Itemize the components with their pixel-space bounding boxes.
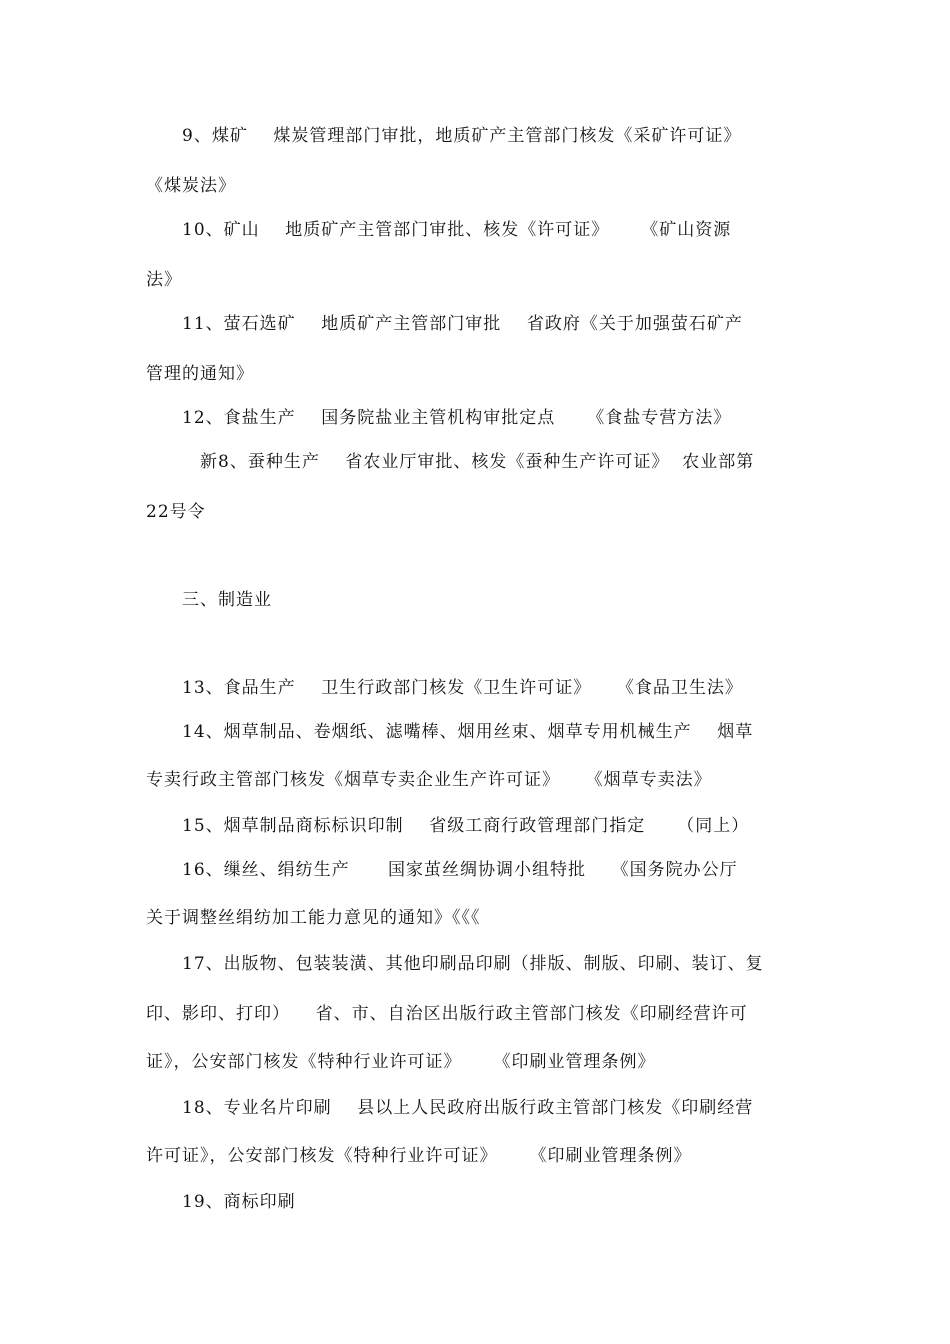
item-9-line-2: 《煤炭法》 bbox=[146, 176, 236, 196]
item-18-line-1: 18、专业名片印刷 县以上人民政府出版行政主管部门核发《印刷经营 bbox=[182, 1098, 754, 1118]
item-10-line-1: 10、矿山 地质矿产主管部门审批、核发《许可证》 《矿山资源 bbox=[182, 220, 732, 240]
item-16-line-1: 16、缫丝、绢纺生产 国家茧丝绸协调小组特批 《国务院办公厅 bbox=[182, 860, 738, 880]
item-14-line-2: 专卖行政主管部门核发《烟草专卖企业生产许可证》 《烟草专卖法》 bbox=[146, 770, 712, 790]
item-11-line-2: 管理的通知》 bbox=[146, 364, 254, 384]
item-14-line-1: 14、烟草制品、卷烟纸、滤嘴棒、烟用丝束、烟草专用机械生产 烟草 bbox=[182, 722, 754, 742]
item-17-line-1: 17、出版物、包装装潢、其他印刷品印刷（排版、制版、印刷、装订、复 bbox=[182, 954, 764, 974]
item-12-line-1: 12、食盐生产 国务院盐业主管机构审批定点 《食盐专营方法》 bbox=[182, 408, 732, 428]
item-11-line-1: 11、萤石选矿 地质矿产主管部门审批 省政府《关于加强萤石矿产 bbox=[182, 314, 743, 334]
item-new8-line-1: 新8、蚕种生产 省农业厅审批、核发《蚕种生产许可证》 农业部第 bbox=[200, 452, 755, 472]
item-17-line-2: 印、影印、打印） 省、市、自治区出版行政主管部门核发《印刷经营许可 bbox=[146, 1004, 748, 1024]
item-19-line-1: 19、商标印刷 bbox=[182, 1192, 296, 1212]
item-18-line-2: 许可证》，公安部门核发《特种行业许可证》 《印刷业管理条例》 bbox=[146, 1146, 692, 1166]
item-17-line-3: 证》，公安部门核发《特种行业许可证》 《印刷业管理条例》 bbox=[146, 1052, 656, 1072]
item-new8-line-2: 22号令 bbox=[146, 502, 206, 522]
item-9-line-1: 9、煤矿 煤炭管理部门审批，地质矿产主管部门核发《采矿许可证》 bbox=[182, 126, 742, 146]
item-16-line-2: 关于调整丝绢纺加工能力意见的通知》《《《 bbox=[146, 908, 481, 928]
item-13-line-1: 13、食品生产 卫生行政部门核发《卫生许可证》 《食品卫生法》 bbox=[182, 678, 743, 698]
item-10-line-2: 法》 bbox=[146, 270, 182, 290]
section-heading: 三、制造业 bbox=[182, 590, 272, 610]
item-15-line-1: 15、烟草制品商标标识印制 省级工商行政管理部门指定 （同上） bbox=[182, 816, 750, 836]
